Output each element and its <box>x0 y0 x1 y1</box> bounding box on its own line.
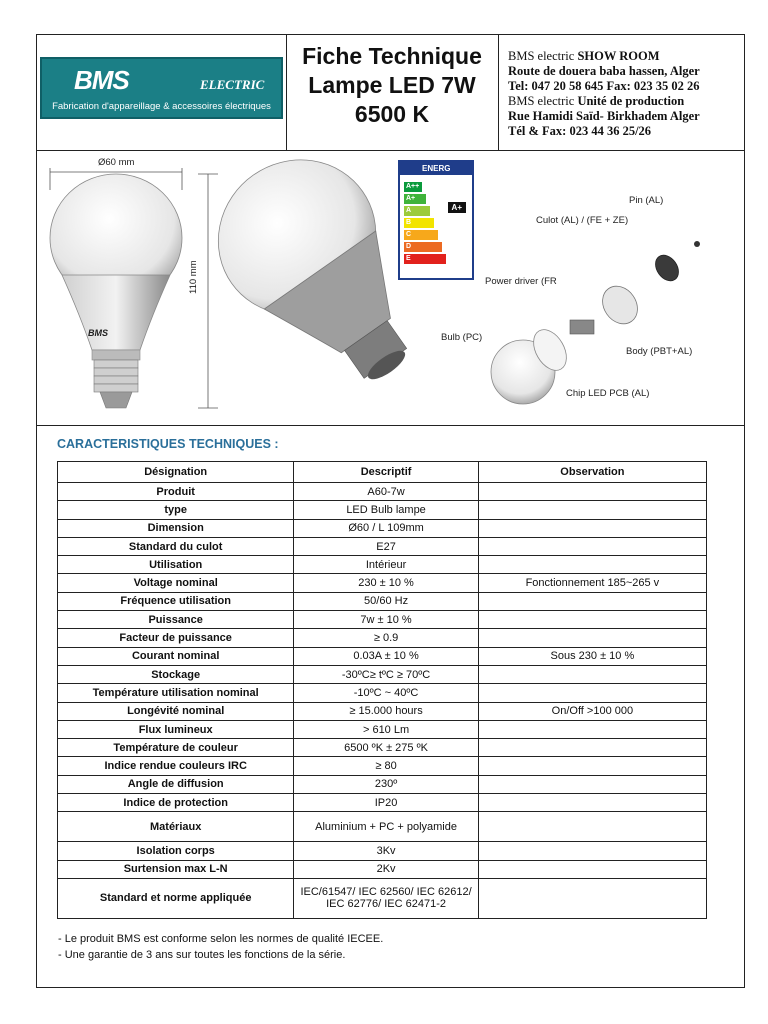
observation-cell <box>478 860 706 878</box>
observation-cell: On/Off >100 000 <box>478 702 706 720</box>
energy-rating-arrow: A+ <box>448 202 466 213</box>
logo-brand: BMS <box>74 65 129 95</box>
contact-production: Unité de production <box>577 94 685 108</box>
observation-cell <box>478 629 706 647</box>
energy-class-bar: A <box>404 206 430 216</box>
bulb-front-view <box>50 174 182 408</box>
designation-cell: Longévité nominal <box>58 702 294 720</box>
label-pin: Pin (AL) <box>629 195 664 206</box>
observation-cell <box>478 611 706 629</box>
descriptif-cell: IP20 <box>294 794 478 812</box>
observation-cell <box>478 519 706 537</box>
designation-cell: Utilisation <box>58 556 294 574</box>
descriptif-cell: A60-7w <box>294 483 478 501</box>
table-row <box>58 794 707 812</box>
label-bulb: Bulb (PC) <box>441 332 483 343</box>
descriptif-cell: 6500 ºK ± 275 ºK <box>294 739 478 757</box>
energy-label-title: ENERG <box>400 162 472 175</box>
descriptif-cell: > 610 Lm <box>294 720 478 738</box>
contact-phone-1: Tel: 047 20 58 645 Fax: 023 35 02 26 <box>508 79 700 93</box>
observation-cell <box>478 665 706 683</box>
observation-cell <box>478 684 706 702</box>
title-line-1: Fiche Technique <box>302 43 482 69</box>
designation-cell: Standard et norme appliquée <box>58 878 294 918</box>
section-title: CARACTERISTIQUES TECHNIQUES : <box>57 437 279 451</box>
observation-cell <box>478 878 706 918</box>
title-line-3: 6500 K <box>354 101 430 127</box>
table-row <box>58 757 707 775</box>
energy-class-bar: A+ <box>404 194 426 204</box>
designation-cell: Dimension <box>58 519 294 537</box>
observation-cell <box>478 720 706 738</box>
table-row <box>58 860 707 878</box>
document-title <box>286 42 498 129</box>
observation-cell <box>478 501 706 519</box>
observation-cell <box>478 592 706 610</box>
designation-cell: Matériaux <box>58 812 294 842</box>
header-descriptif: Descriptif <box>294 462 478 483</box>
footer-notes <box>58 931 383 963</box>
table-row <box>58 702 707 720</box>
descriptif-cell: -30ºC≥ tºC ≥ 70ºC <box>294 665 478 683</box>
descriptif-cell: ≥ 0.9 <box>294 629 478 647</box>
designation-cell: Fréquence utilisation <box>58 592 294 610</box>
contact-company: BMS electric <box>508 49 578 63</box>
logo-brand-suffix: ELECTRIC <box>200 77 265 92</box>
designation-cell: Stockage <box>58 665 294 683</box>
observation-cell: Sous 230 ± 10 % <box>478 647 706 665</box>
designation-cell: Produit <box>58 483 294 501</box>
label-body: Body (PBT+AL) <box>626 346 693 357</box>
descriptif-cell: Aluminium + PC + polyamide <box>294 812 478 842</box>
descriptif-cell: 7w ± 10 % <box>294 611 478 629</box>
descriptif-cell: E27 <box>294 537 478 555</box>
note-warranty: - Une garantie de 3 ans sur toutes les fonctions de la série. <box>58 949 346 961</box>
header-designation: Désignation <box>58 462 294 483</box>
table-row <box>58 684 707 702</box>
observation-cell <box>478 812 706 842</box>
designation-cell: Température utilisation nominal <box>58 684 294 702</box>
table-row <box>58 592 707 610</box>
table-row <box>58 878 707 918</box>
observation-cell <box>478 483 706 501</box>
descriptif-cell: ≥ 15.000 hours <box>294 702 478 720</box>
table-row <box>58 775 707 793</box>
height-label: 110 mm <box>188 260 199 294</box>
energy-class-bar: B <box>404 218 434 228</box>
observation-cell <box>478 739 706 757</box>
bulb-brand-mark: BMS <box>88 328 108 338</box>
designation-cell: Angle de diffusion <box>58 775 294 793</box>
designation-cell: Indice rendue couleurs IRC <box>58 757 294 775</box>
descriptif-cell: 0.03A ± 10 % <box>294 647 478 665</box>
contact-company-2: BMS electric <box>508 94 578 108</box>
designation-cell: Température de couleur <box>58 739 294 757</box>
table-row <box>58 556 707 574</box>
technical-drawings <box>40 150 740 425</box>
specifications-table <box>57 461 707 919</box>
table-row <box>58 842 707 860</box>
designation-cell: Voltage nominal <box>58 574 294 592</box>
contact-block <box>508 49 740 139</box>
descriptif-cell: 230º <box>294 775 478 793</box>
table-row <box>58 665 707 683</box>
designation-cell: Indice de protection <box>58 794 294 812</box>
label-power-driver: Power driver (FR <box>485 276 557 287</box>
energy-class-bar: E <box>404 254 446 264</box>
logo-subtitle: Fabrication d'appareillage & accessoires électriques <box>52 101 271 112</box>
descriptif-cell: Ø60 / L 109mm <box>294 519 478 537</box>
observation-cell <box>478 556 706 574</box>
designation-cell: type <box>58 501 294 519</box>
table-row <box>58 812 707 842</box>
designation-cell: Puissance <box>58 611 294 629</box>
title-line-2: Lampe LED 7W <box>308 72 476 98</box>
observation-cell <box>478 775 706 793</box>
energy-class-bar: C <box>404 230 438 240</box>
table-row <box>58 720 707 738</box>
label-chip-led: Chip LED PCB (AL) <box>566 388 650 399</box>
descriptif-cell: 2Kv <box>294 860 478 878</box>
table-row <box>58 647 707 665</box>
table-row <box>58 519 707 537</box>
energy-class-bar: A++ <box>404 182 422 192</box>
energy-class-bar: D <box>404 242 442 252</box>
designation-cell: Flux lumineux <box>58 720 294 738</box>
contact-phone-2: Tél & Fax: 023 44 36 25/26 <box>508 124 652 138</box>
contact-showroom: SHOW ROOM <box>577 49 660 63</box>
table-row <box>58 629 707 647</box>
contact-address-1: Route de douera baba hassen, Alger <box>508 64 700 78</box>
label-culot: Culot (AL) / (FE + ZE) <box>536 215 629 226</box>
note-conformity: - Le produit BMS est conforme selon les normes de qualité IECEE. <box>58 933 384 945</box>
table-row <box>58 739 707 757</box>
descriptif-cell: ≥ 80 <box>294 757 478 775</box>
descriptif-cell: Intérieur <box>294 556 478 574</box>
observation-cell <box>478 757 706 775</box>
designation-cell: Courant nominal <box>58 647 294 665</box>
descriptif-cell: 3Kv <box>294 842 478 860</box>
observation-cell <box>478 842 706 860</box>
designation-cell: Standard du culot <box>58 537 294 555</box>
diameter-label: Ø60 mm <box>98 157 135 168</box>
company-logo <box>40 57 283 119</box>
descriptif-cell: LED Bulb lampe <box>294 501 478 519</box>
observation-cell <box>478 537 706 555</box>
energy-class-bars <box>404 182 446 266</box>
descriptif-cell: 50/60 Hz <box>294 592 478 610</box>
table-header-row <box>58 462 707 483</box>
descriptif-cell: IEC/61547/ IEC 62560/ IEC 62612/ IEC 62776/ IEC 62471-2 <box>294 878 478 918</box>
observation-cell <box>478 794 706 812</box>
height-dimension <box>198 174 218 408</box>
table-row <box>58 611 707 629</box>
table-row <box>58 537 707 555</box>
descriptif-cell: -10ºC ~ 40ºC <box>294 684 478 702</box>
observation-cell: Fonctionnement 185~265 v <box>478 574 706 592</box>
designation-cell: Surtension max L-N <box>58 860 294 878</box>
drawings-bottom-rule <box>36 425 745 426</box>
table-row <box>58 574 707 592</box>
exploded-view <box>491 241 700 404</box>
header-observation: Observation <box>478 462 706 483</box>
table-row <box>58 501 707 519</box>
energy-label <box>398 160 474 280</box>
descriptif-cell: 230 ± 10 % <box>294 574 478 592</box>
designation-cell: Isolation corps <box>58 842 294 860</box>
table-row <box>58 483 707 501</box>
header-divider-right <box>498 34 499 150</box>
designation-cell: Facteur de puissance <box>58 629 294 647</box>
contact-address-2: Rue Hamidi Saïd- Birkhadem Alger <box>508 109 700 123</box>
